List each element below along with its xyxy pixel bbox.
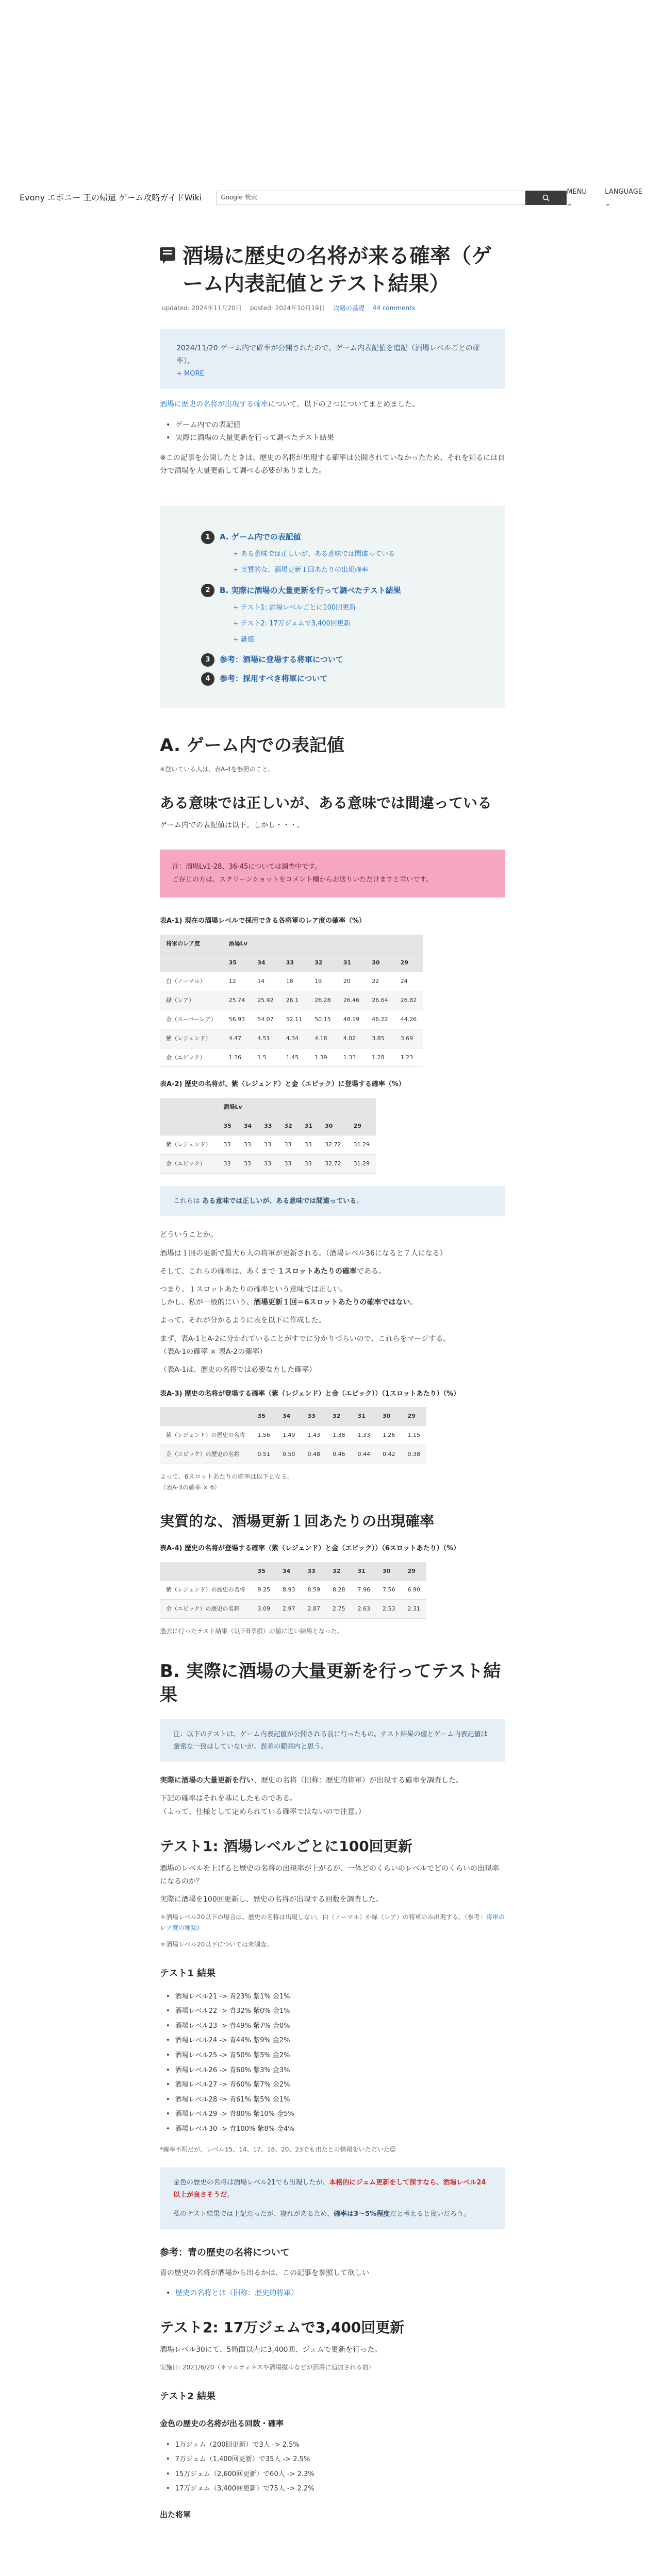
article bbox=[160, 242, 505, 2526]
table-a4: 35 34 33 32 31 30 29 紫（レジェンド）の歴史の名将 9.25 8.93 8.59 8.28 7.96 7.56 6.90 金（エピック）の歴史の名将 3.09 2.97 2.87 2.75 2.63 2.53 2.31 bbox=[160, 1562, 426, 1619]
summary-box-b: 注：以下のテストは、ゲーム内表記値が公開される前に行ったもの。テスト結果の値とゲーム内表記値は厳密な一致はしていないが、誤差の範囲内と思う。 bbox=[160, 1719, 505, 1762]
paragraph: 過去に行ったテスト結果（以下B章群）の値に近い結果となった。 bbox=[160, 1628, 343, 1635]
table-row: 金（エピック） 33 33 33 33 33 32.72 31.29 bbox=[160, 1155, 376, 1174]
section-b-heading: B. 実際に酒場の大量更新を行ってテスト結果 bbox=[160, 1660, 501, 1705]
paragraph: 下記の確率はそれを基にしたものである。 （よって、仕様として定められている確率ではないので注意。） bbox=[160, 1794, 366, 1816]
list-item: • 酒場レベル22 -> 青32% 紫0% 金1% bbox=[166, 2004, 505, 2019]
table-row: 白（ノーマル） 12 14 18 19 20 22 24 bbox=[160, 972, 423, 991]
comments-link[interactable]: 44 comments bbox=[372, 304, 416, 312]
paragraph: そして、これらの確率は、あくまで １スロットあたりの確率である。 bbox=[160, 1267, 386, 1276]
list-item: • 酒場レベル26 -> 青60% 紫3% 金3% bbox=[166, 2063, 505, 2078]
page-title: 酒場に歴史の名将が来る確率（ゲーム内表記値とテスト結果） bbox=[183, 244, 492, 296]
update-notice bbox=[160, 329, 505, 389]
header-nav bbox=[567, 186, 642, 210]
search-input[interactable] bbox=[216, 191, 525, 205]
paragraph: ＊酒場レベル20以下については未調査。 bbox=[160, 1940, 273, 1948]
table-row: 金（エピック）の歴史の名将 3.09 2.97 2.87 2.75 2.63 2.53 2.31 bbox=[160, 1600, 426, 1619]
paragraph: 実施日: 2021/6/20（＊マルティネスや酒場撤ルなどが酒場に追加される前） bbox=[160, 2363, 375, 2371]
reference-list bbox=[166, 2287, 505, 2300]
table-a2: 酒場Lv 35 34 33 32 31 30 29 紫（レジェンド） 33 33 33 33 33 32.72 31.29 金（エピック） 33 33 33 33 33 32.72 31.29 bbox=[160, 1098, 376, 1174]
table-row: 紫（レジェンド）の歴史の名将 9.25 8.93 8.59 8.28 7.96 7.56 6.90 bbox=[160, 1581, 426, 1600]
section-a1-heading: ある意味では正しいが、ある意味では間違っている bbox=[160, 794, 492, 811]
table-header: 酒場Lv bbox=[223, 935, 423, 953]
paragraph: まず、表A-1とA-2に分かれていることがすでに分かりづらいので、これらをマージする。 （表A-1の確率 × 表A-2の確率） bbox=[160, 1334, 451, 1356]
search-icon bbox=[542, 194, 550, 201]
table-row: 緑（レア） 25.74 25.92 26.1 26.28 26.46 26.64 26.82 bbox=[160, 991, 423, 1010]
list-item: • 17万ジェム（3,400回更新）で75人 -> 2.2% bbox=[166, 2482, 505, 2497]
paragraph: 実際に酒場を100回更新し、歴史の名将が出現する回数を調査した。 bbox=[160, 1895, 383, 1904]
list-item bbox=[166, 2287, 505, 2300]
table-row: 金（スーパーレア） 56.93 54.07 52.11 50.15 48.19 46.22 44.26 bbox=[160, 1010, 423, 1029]
list-item: • 酒場レベル23 -> 青49% 紫7% 金0% bbox=[166, 2019, 505, 2034]
list-item: • 酒場レベル25 -> 青50% 紫5% 金2% bbox=[166, 2048, 505, 2063]
table-a3-caption: 表A-3) 歴史の名将が登場する確率（紫（レジェンド）と金（エピック））（1スロットあたり）（%） bbox=[160, 1390, 460, 1398]
posted-date: posted: 2024年10月19日 bbox=[250, 304, 325, 312]
test2-heading: テスト2: 17万ジェムで3,400回更新 bbox=[160, 2319, 405, 2336]
paragraph: 酒場は１回の更新で最大６人の将軍が更新される。（酒場レベル36になると７人になる） bbox=[160, 1249, 447, 1258]
test1-result-heading: テスト1 結果 bbox=[160, 1968, 216, 1979]
site-title[interactable]: Evony エボニー 王の帰還 ゲーム攻略ガイドWiki bbox=[20, 192, 202, 202]
list-item: • 1万ジェム（200回更新）で3人 -> 2.5% bbox=[166, 2438, 505, 2453]
test1-results bbox=[166, 1990, 505, 2137]
article-meta bbox=[162, 303, 505, 314]
toc-sub-item[interactable]: + 雑感 bbox=[233, 632, 490, 648]
site-header bbox=[0, 185, 662, 210]
paragraph: 酒場レベル30にて、5局面以内に3,400回、ジェムで更新を行った。 bbox=[160, 2346, 382, 2354]
chevron-down-icon: ⌄ bbox=[567, 200, 573, 208]
table-a2-caption: 表A-2) 歴史の名将が、紫（レジェンド）と金（エピック）に登場する確率（%） bbox=[160, 1080, 405, 1089]
toc-item[interactable]: 3 参考：酒場に登場する将軍について bbox=[201, 653, 490, 667]
list-item: • 7万ジェム（1,400回更新）で35人 -> 2.5% bbox=[166, 2452, 505, 2467]
research-notice: 注：酒場Lv1-28、36-45については調査中です。 ご存じの方は、スクリーンショットをコメント欄からお送りいただけますと幸いです。 bbox=[160, 850, 505, 897]
chevron-down-icon: ⌄ bbox=[605, 200, 611, 208]
table-a1: 将軍のレア度 酒場Lv 35 34 33 32 31 30 29 白（ノーマル） 12 14 18 19 20 22 24 緑（レア） 25.74 25.92 26.1 26.28 26.46 26.64 26.82 金（スーパーレア） 56.93 54.07 52.11 50.15 48.19 46.22 44.26 紫（レジェンド） 4.47 4.51 4.34 4.18 4.02 3.85 3.69 金（エピック） 1.36 1.5 1.45 1.39 1.33 1.28 1.23 bbox=[160, 935, 423, 1067]
reference-link[interactable]: 歴史の名将とは（旧称：歴史的将軍） bbox=[175, 2289, 299, 2297]
google-logo: Google bbox=[221, 194, 243, 201]
list-item: • 酒場レベル24 -> 青44% 紫9% 金2% bbox=[166, 2033, 505, 2048]
intro-link[interactable]: 酒場に歴史の名将が出現する確率 bbox=[160, 400, 268, 409]
summary-box-c bbox=[160, 2167, 505, 2229]
table-row: 金（エピック）の歴史の名将 0.51 0.50 0.48 0.46 0.44 0.42 0.38 bbox=[160, 1445, 426, 1464]
list-item: • 酒場レベル28 -> 青61% 紫5% 金1% bbox=[166, 2093, 505, 2108]
generals-heading: 出た将軍 bbox=[160, 2510, 191, 2519]
menu-button[interactable]: MENU ⌄ bbox=[567, 188, 587, 208]
list-item: • 実際に酒場の大量更新を行って調べたテスト結果 bbox=[166, 432, 505, 445]
paragraph: 実際に酒場の大量更新を行い、歴史の名将（旧称：歴史的将軍）が出現する確率を調査した。 bbox=[160, 1776, 463, 1785]
toc-item[interactable]: 2 B. 実際に酒場の大量更新を行って調べたテスト結果 bbox=[201, 584, 490, 598]
test2-results bbox=[166, 2438, 505, 2497]
table-row: 紫（レジェンド） 33 33 33 33 33 32.72 31.29 bbox=[160, 1136, 376, 1155]
notice-text: 2024/11/20 ゲーム内で確率が公開されたので、ゲーム内表記値を追記（酒場レベルごとの確率）。 bbox=[176, 344, 480, 365]
toc-item[interactable]: 1 A. ゲーム内での表記値 bbox=[201, 530, 490, 544]
list-item: • ゲーム内での表記値 bbox=[166, 419, 505, 432]
paragraph: 酒場のレベルを上げると歴史の名将の出現率が上がるが、一体どのくらいのレベルでどのくらいの出現率になるのか？ bbox=[160, 1864, 499, 1886]
summary-box-a: これらは ある意味では正しいが、ある意味では間違っている。 bbox=[160, 1186, 505, 1216]
summary-text: 私のテスト結果では上記だったが、寝れがあるため、確率は3～5%程度だと考えると良いだろう。 bbox=[173, 2210, 471, 2218]
list-item: • 酒場レベル21 -> 青23% 紫1% 金1% bbox=[166, 1990, 505, 2005]
table-row: 紫（レジェンド） 4.47 4.51 4.34 4.18 4.02 3.85 3.69 bbox=[160, 1029, 423, 1048]
test2-result-heading: テスト2 結果 bbox=[160, 2391, 216, 2402]
search-form bbox=[216, 191, 567, 205]
table-a4-caption: 表A-4) 歴史の名将が登場する確率（紫（レジェンド）と金（エピック））（6スロットあたり）（%） bbox=[160, 1545, 460, 1553]
test1-heading: テスト1: 酒場レベルごとに100回更新 bbox=[160, 1837, 412, 1855]
updated-date: updated: 2024年11月20日 bbox=[162, 304, 242, 312]
paragraph: よって、それが分かるように表を以下に作成した。 bbox=[160, 1316, 326, 1325]
category-link[interactable]: 攻略の基礎 bbox=[333, 304, 365, 312]
list-item: • 酒場レベル30 -> 青100% 紫8% 金4% bbox=[166, 2122, 505, 2137]
table-a1-caption: 表A-1) 現在の酒場レベルで採用できる各将軍のレア度の確率（%） bbox=[160, 917, 366, 925]
toc-sub-item[interactable]: + テスト2: 17万ジェムで3,400回更新 bbox=[233, 616, 490, 632]
search-button[interactable] bbox=[525, 191, 567, 205]
section-a-note: ※登いている人は、表A-4を参照のこと。 bbox=[160, 766, 274, 773]
list-item: • 酒場レベル27 -> 青60% 紫7% 金2% bbox=[166, 2078, 505, 2093]
intro-list bbox=[166, 419, 505, 445]
reference-heading: 参考：青の歴史の名将について bbox=[160, 2247, 290, 2259]
table-row: 金（エピック） 1.36 1.5 1.45 1.39 1.33 1.28 1.23 bbox=[160, 1048, 423, 1067]
list-item: • 15万ジェム（2,600回更新）で60人 -> 2.3% bbox=[166, 2467, 505, 2482]
summary-text: 金色の歴史の名将は酒場レベル21でも出現したが、本格的にジェム更新をして探すなら、酒場レベル24以上が良さそうだ。 bbox=[173, 2179, 486, 2199]
section-a1-text: ゲーム内での表記値は以下。しかし・・・。 bbox=[160, 821, 304, 829]
paragraph: *確率不明だが、レベル15、14、17、18、20、23でも出たとの情報をいただいた😊 bbox=[160, 2145, 396, 2153]
paragraph: つまり、１スロットあたりの確率という意味では正しい。 しかし、私が一般的にいう、酒場更新１回＝6スロットあたりの確率ではない。 bbox=[160, 1285, 418, 1307]
comment-icon bbox=[160, 247, 175, 261]
intro: 酒場に歴史の名将が出現する確率について、以下の２つについてまとめました。 bbox=[160, 400, 420, 409]
more-link[interactable]: + MORE bbox=[176, 369, 204, 378]
table-header: 将軍のレア度 bbox=[160, 935, 223, 953]
list-item: • 酒場レベル29 -> 青80% 紫10% 金5% bbox=[166, 2107, 505, 2122]
search-suffix: 検索 bbox=[244, 194, 257, 201]
table-a3: 35 34 33 32 31 30 29 紫（レジェンド）の歴史の名将 1.56 1.49 1.43 1.38 1.33 1.26 1.15 金（エピック）の歴史の名将 0.51 0.50 0.48 0.46 0.44 0.42 0.38 bbox=[160, 1407, 426, 1464]
test2-sub-heading: 金色の歴史の名将が出る回数・確率 bbox=[160, 2418, 284, 2428]
paragraph: ＊酒場レベル20以下の場合は、歴史の名将は出現しない。白（ノーマル）か緑（レア）の将軍のみ出現する。（参考：将軍のレア度の種類） bbox=[160, 1913, 505, 1932]
paragraph: 青の歴史の名将が酒場から出るかは、この記事を参照して欲しい bbox=[160, 2268, 369, 2277]
section-a2-heading: 実質的な、酒場更新１回あたりの出現確率 bbox=[160, 1513, 435, 1530]
language-button[interactable]: LANGUAGE ⌄ bbox=[605, 188, 642, 208]
paragraph: どういうことか。 bbox=[160, 1231, 218, 1240]
toc-item[interactable]: 4 参考：採用すべき将軍について bbox=[201, 672, 490, 686]
table-of-contents bbox=[160, 505, 505, 708]
toc-sub-item[interactable]: + ある意味では正しいが、ある意味では間違っている bbox=[233, 546, 490, 562]
toc-sub-item[interactable]: + 実質的な、酒場更新１回あたりの出現確率 bbox=[233, 562, 490, 578]
paragraph: よって、6スロットあたりの確率は以下となる。 （表A-3の確率 × 6） bbox=[160, 1472, 294, 1492]
table-row: 紫（レジェンド）の歴史の名将 1.56 1.49 1.43 1.38 1.33 1.26 1.15 bbox=[160, 1426, 426, 1445]
rarity-link[interactable]: 将軍のレア度の種類 bbox=[160, 1913, 505, 1932]
section-a-heading: A. ゲーム内での表記値 bbox=[160, 735, 344, 756]
intro-note: ※この記事を公開したときは、歴史の名将が出現する確率は公開されていなかったため、それを知るには自分で酒場を大量更新して調べる必要がありました。 bbox=[160, 453, 505, 476]
paragraph: （表A-1は、歴史の名将では必要な方した確率） bbox=[160, 1365, 317, 1374]
toc-sub-item[interactable]: + テスト1: 酒場レベルごとに100回更新 bbox=[233, 600, 490, 616]
